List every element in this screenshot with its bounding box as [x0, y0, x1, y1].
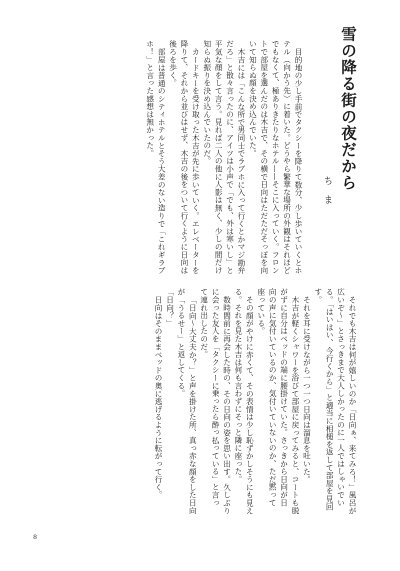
paragraph: 木吉が軽くシャワーを浴びて部屋に戻ってみると、コートも脱がずに自分はベッドの端に腰掛けていた。さっきから日向が日向の声に気付いているのか、気付いていないのか、ただ黙って座っている。 [256, 288, 300, 514]
page-number: 8 [33, 533, 38, 541]
paragraph: 数時間前に再会した時の、その日向の姿を思い出す。久しぶりに会った友人を「タクシーに乗ったら酔っ払っている」と言って連れ出したのだ。 [199, 288, 232, 514]
paragraph: 木吉には「こんな所で男同士でラブホに入って行くとかマジ勘弁だろ」と散々言ったのに、アイツは小声で「でも、外は寒いし」と平気な顔をして言う。見れば二人の他に人影は無く、少しの間だけ知らぬ振りを決め込んでいたのだ。 [202, 40, 246, 274]
paragraph: 部屋は普通のシティホテルとそう大差のない造りで「これギラブホ！」と言った感想は無かった。 [145, 40, 167, 274]
paragraph: 「日向～大丈夫か？」と声を掛けた所、真っ赤な顔をした日向が「うるせー」と返してくる。 [176, 288, 198, 514]
text-block-lower [56, 288, 358, 514]
paragraph: 日向はそのままベッドの奥に逃げるように転がって行く。 [154, 295, 164, 499]
story-title: 雪の降る街の夜だから [339, 26, 358, 191]
paragraph: カードキーを受け取った木吉が先に歩いていく。エレベーターを降りて、それから並びはせず、木吉の後をついて行くように日向は後ろを歩く。 [168, 40, 201, 274]
paragraph: それを耳に受けながら一つ一つ日向は溜息を吐いた。 [302, 295, 312, 483]
author-name: ちま [322, 176, 332, 214]
paragraph: それでも木吉は何が嬉しいのか「日向ぁ、来てみろ！」風呂が広いぞ～」とさっきまで大人しかったのに一人ではしゃいでいる。「はいはい、今行くから」と適当に相槌を返して部屋を見回す。 [313, 288, 357, 514]
dialogue-line: 「日向？」 [165, 288, 175, 327]
text-block-upper [84, 40, 304, 276]
paragraph: その顔がやけに赤くて、その表情は少し恥ずかしそうにも見える。それを見た木吉は何も言わずにそっと隣に座った。 [233, 288, 255, 514]
paragraph: 目的地の少し手前でタクシーを降りて数分、少し歩いていくとホテル（向かう先）に着いた。どうやら繁華な場所の外観はそれほどでもなくて、極ありきたりなホテル——そこに入っていく。フロントで部屋を選んだのは木吉で、その横で日向はただただそっぽを向いて知らぬ顔を決め込んでいた。 [248, 40, 303, 274]
